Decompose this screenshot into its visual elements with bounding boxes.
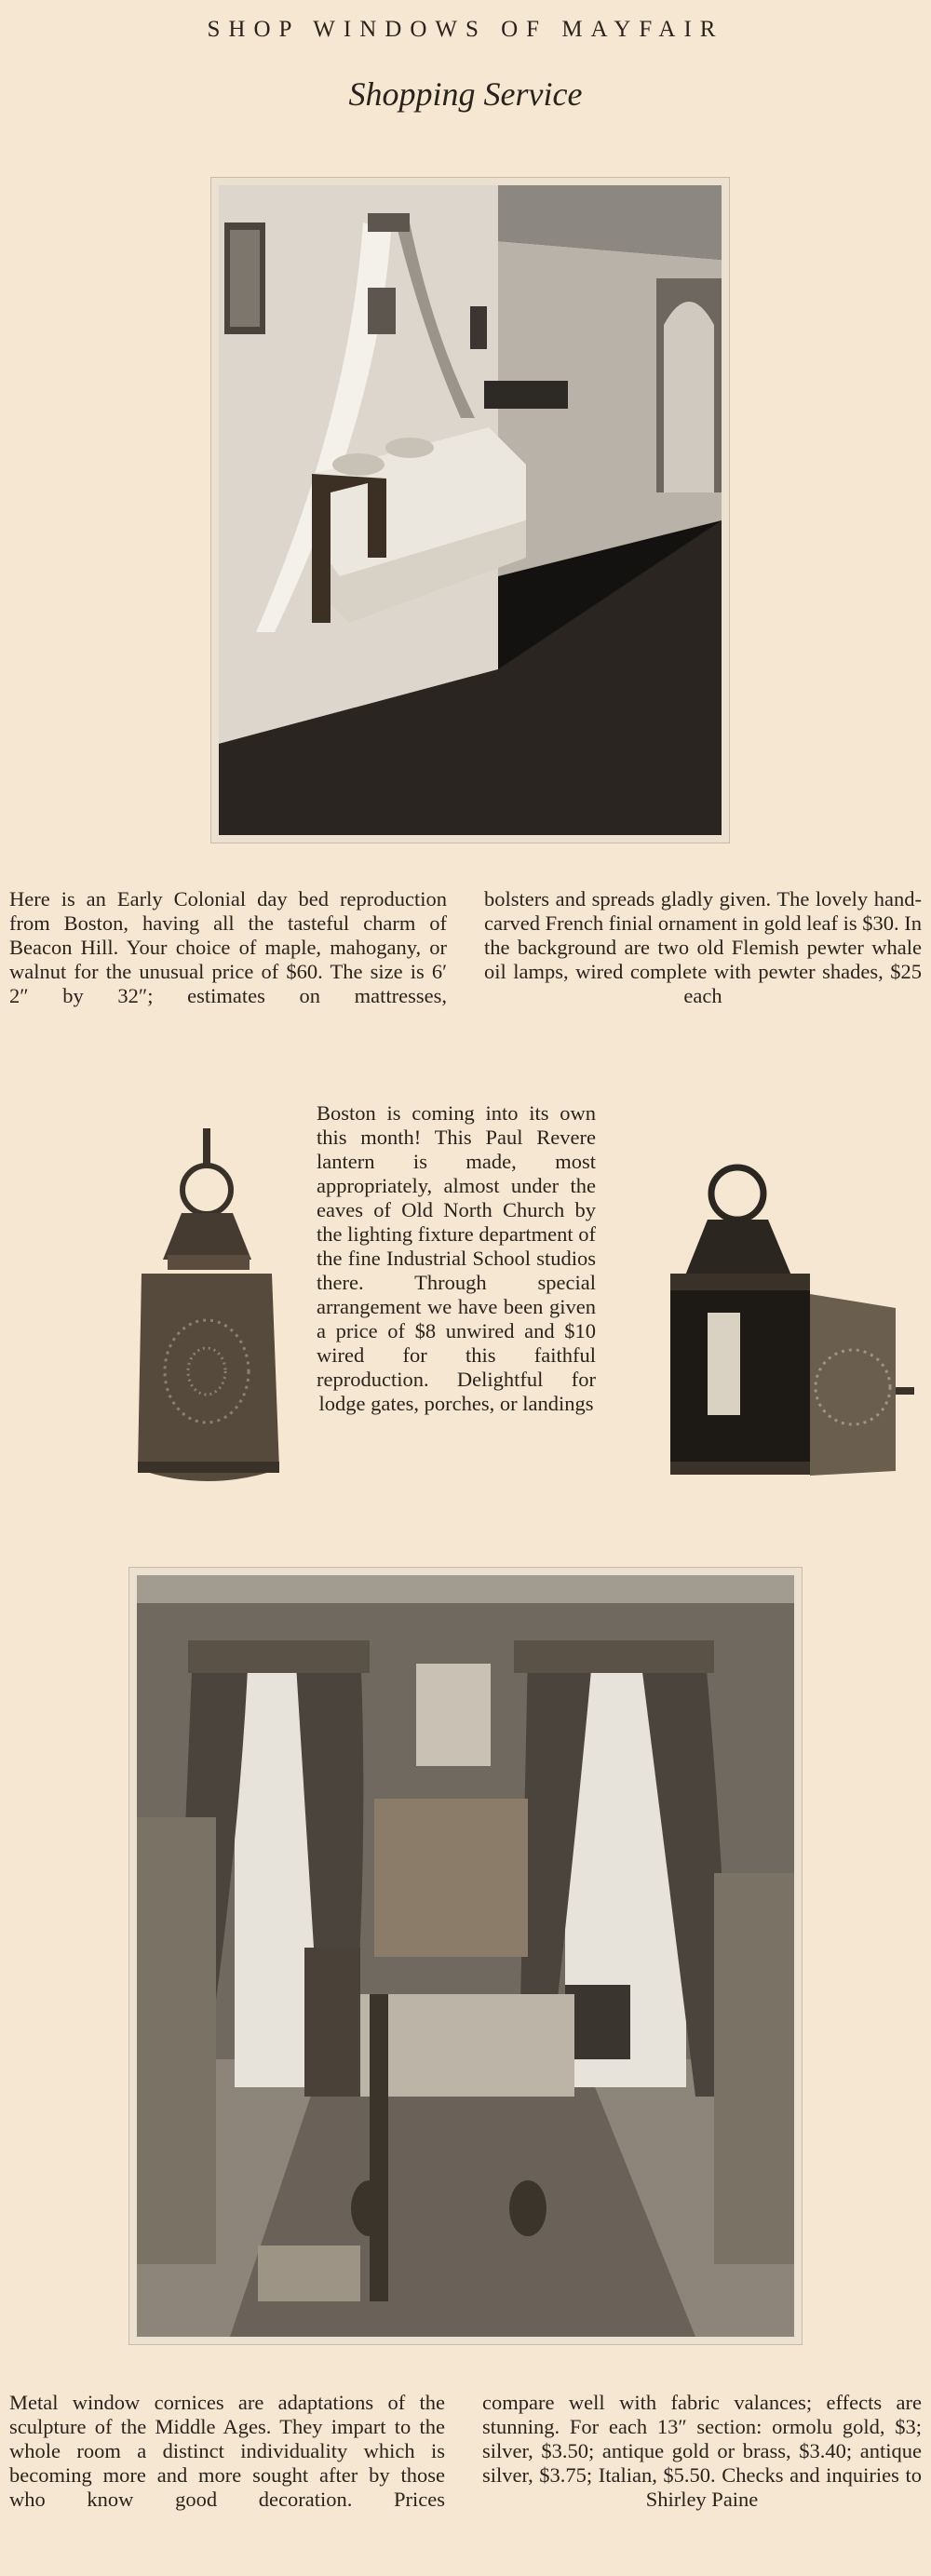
lantern-open-photo bbox=[652, 1154, 922, 1485]
day-bed-caption-right: bolsters and spreads gladly given. The lovely hand-carved French finial ornament in gold leaf is $30. In the background are two old Flemish pewter whale oil lamps, wired complete with pewter shades, $25 each bbox=[484, 887, 922, 1007]
page-header-subtitle: Shopping Service bbox=[348, 75, 583, 113]
day-bed-photo bbox=[210, 177, 730, 843]
day-bed-photo-image bbox=[219, 185, 722, 835]
window-cornices-room-photo bbox=[128, 1567, 803, 2345]
page-header-title: SHOP WINDOWS OF MAYFAIR bbox=[207, 17, 724, 42]
cornices-caption-right: compare well with fabric valances; effects are stunning. For each 13″ section: ormolu gold, $3; silver, $3.50; antique gold or brass, $3.40; antique silver, $3.75; Italian, $5.50. Checks and inquiries to Shirley Paine bbox=[482, 2391, 922, 2511]
lantern-closed-photo bbox=[130, 1125, 289, 1488]
day-bed-caption-left: Here is an Early Colonial day bed reproduction from Boston, having all the tasteful charm of Beacon Hill. Your choice of maple, mahogany, or walnut for the unusual price of $60. The size is 6′ 2″ by 32″; estimates on mattresses, bbox=[9, 887, 447, 1007]
room-photo-image bbox=[137, 1575, 794, 2337]
paul-revere-lantern-text: Boston is coming into its own this month! This Paul Revere lantern is made, most appropriately, almost under the eaves of Old North Church by the lighting fixture department of the fine Industrial School studios there. Through special arrangement we have been given a price of $8 unwired and $10 wired for this faithful reproduction. Delightful for lodge gates, porches, or landings bbox=[317, 1101, 596, 1415]
cornices-caption-left: Metal window cornices are adaptations of the sculpture of the Middle Ages. They impart to the whole room a distinct individuality which is becoming more and more sought after by those who know good decoration. Prices bbox=[9, 2391, 445, 2511]
